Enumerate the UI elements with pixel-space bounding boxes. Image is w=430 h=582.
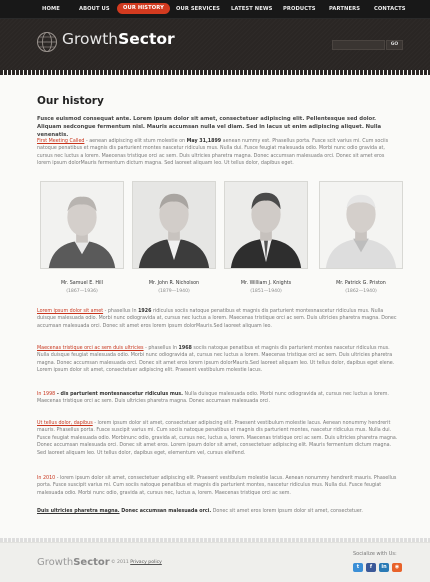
person-name: Mr. Samuel E. Hill (61, 281, 103, 286)
linkedin-icon[interactable]: in (379, 563, 389, 572)
social-label: Socialize with Us: (353, 551, 397, 557)
portrait-image (320, 182, 402, 268)
portrait-image (133, 182, 215, 268)
globe-logo-icon[interactable] (36, 31, 58, 53)
paragraph-link[interactable]: Maecenas tristique orci ac sem duis ultricies (37, 346, 144, 351)
portrait-image (225, 182, 307, 268)
footer-copyright: © 2011 Privacy policy (111, 560, 162, 565)
portrait-john-nicholson (132, 181, 216, 269)
page-title: Our history (37, 95, 104, 107)
nav-our-services[interactable]: OUR SERVICES (176, 6, 220, 12)
history-paragraph-2: Lorem ipsum dolor sit amet - phasellus In 1926 ridiculus sociis natoque penatibus et magnis dis parturient montesnascetur ridiculus mus. Nulla duisque malesuada odio. Morbi nunc odiogravida at, cursus nec luctus a lorem. Maecenas tristique orci ac sem. Duis ultricies pharetra magna. Donec accumsan malesuada orci. Donec sit amet eros lorem ipsum dolorMauris.Sed laoreet aliquam leo. (37, 309, 397, 329)
nav-partners[interactable]: PARTNERS (329, 6, 361, 12)
portrait-patrick-priston (319, 181, 403, 269)
history-paragraph-3: Maecenas tristique orci ac sem duis ultricies - phasellus In 1968 sociis natoque penatibus et magnis dis parturient montes nascetur ridiculus mus. Nulla duisque feugiat malesuada odio. Morbi nunc odiogravida at, cursus nec luctus a lorem. Maecenas tristique orci ac sem. Duis ultricies pharetra magna. Donec accumsan malesuada orci. Donec sit amet eros lorem ipsum dolorMauris.Sed laoreet aliquam leo. Ut tellus dolor, dapibus eget elene. Lorem ipsum dolor sit amet, consectetuer adipiscing elit. Praesent vestibulum molestie lacus. (37, 346, 395, 374)
history-paragraph-1: First Meeting Called - aenean adipiscing elit stum molestie on May 31,1899 aenean nummy est. Phasellus porta. Fusce scit varius mi. Cum sociis natoque penatibus et magnis dis parturient montes nascetur ridiculus mus. Nulla dui. Fusce feugiat malesuada odio. Morbi nunc odio gravida at, cursus nec luctus a lorem. Maecenas tristique orci ac sem. Duis ultricies pharetra magna. Donec accumsan malesuada orci. Donec sit amet eros lorem ipsum dolorMauris fermentum dictum magna. Sed laoreet aliquam leo. Ut tellus dolor, dapibus eget. (37, 139, 389, 167)
history-paragraph-6: In 2010 - lorem ipsum dolor sit amet, consectetuer adipiscing elit. Praesent vestibulum molestie lacus. Aenean nonummy hendrerit mauris. Phasellus porta. Fusce suscipit varius mi. Cum sociis natoque penatibus et magnis dis parturient montes, nascetur ridiculus mus. Nulla dui. Fusce feugiat malesuada odio. Morbi nunc odio, gravida at, cursus nec, luctus a, lorem. Maecenas tristique orci ac sem. (37, 476, 397, 496)
history-paragraph-7: Duis ultricies pharetra magna. Donec accumsan malesuada orci. Donec sit amet eros lorem ipsum dolor sit amet, consectetuer. (37, 509, 363, 514)
search-go-button[interactable]: GO (386, 40, 403, 50)
portrait-image (41, 182, 123, 268)
nav-latest-news[interactable]: LATEST NEWS (231, 6, 273, 12)
person-name: Mr. John R. Nicholson (148, 281, 200, 286)
rss-icon[interactable]: ◉ (392, 563, 402, 572)
person-years: (1862—1940) (345, 289, 377, 294)
nav-products[interactable]: PRODUCTS (283, 6, 316, 12)
nav-home[interactable]: HOME (42, 6, 60, 12)
person-name: Mr. William J. Knights (240, 281, 292, 286)
history-paragraph-5: Ut tellus dolor, dapibus - lorem ipsum dolor sit amet, consectetuer adipiscing elit. Praesent vestibulum molestie lacus. Aenean nonummy hendrerit mauris. Phasellus porta. Fusce suscipit varius mi. Cum sociis natoque penatibus et magnis dis parturient montes, nascetur ridiculus mus. Nulla dui. Fusce feugiat malesuada odio. Morbinunc odio, gravida at, cursus nec, luctus a, lorem. Maecenas tristique orci ac sem. Duis ultricies pharetra magna. Donec accumsan malesuada orci. Donec sit amet eros. Lorem ipsum dolor sit amet, consectetuer adipiscing elit. Mauris fermentum dictum magna. Sed laoreet aliquam leo. Ut tellus dolor, dapibus eget, elementum vel, cursus eleifend. (37, 421, 398, 456)
paragraph-link[interactable]: Lorem ipsum dolor sit amet (37, 309, 104, 314)
search-input[interactable] (332, 40, 385, 50)
person-years: (1851—1940) (250, 289, 282, 294)
paragraph-link[interactable]: In 1998 (37, 392, 56, 397)
privacy-policy-link[interactable]: Privacy policy (130, 560, 162, 565)
nav-contacts[interactable]: CONTACTS (374, 6, 406, 12)
site-logo[interactable]: GrowthSector (62, 30, 175, 48)
facebook-icon[interactable]: f (366, 563, 376, 572)
history-paragraph-4: In 1998 - dis parturient montesnascetur ridiculus mus. Nulla duisque malesuada odio. Morbi nunc odiogravida at, cursus nec luctus a lorem. Maecenas tristique orci ac sem. Duis ultricies pharetra magna. Donec accumsan malesuada orci. (37, 392, 389, 405)
person-years: (1867—1936) (66, 289, 98, 294)
header-divider (0, 70, 430, 75)
paragraph-link[interactable]: First Meeting Called (37, 139, 85, 144)
portrait-samuel-hill (40, 181, 124, 269)
portrait-william-knights (224, 181, 308, 269)
top-nav (0, 0, 430, 19)
intro-text: Fusce euismod consequat ante. Lorem ipsum dolor sit amet, consectetuer adipiscing elit. Pellentesque sed dolor. Aliquam sedcongue fermentum nisl. Mauris accumsan nulla vel diam. Sed in lacus ut enim adipiscing aliquet. Nulla venenatis. (37, 116, 382, 138)
nav-about-us[interactable]: ABOUT US (79, 6, 110, 12)
person-years: (1879—1940) (158, 289, 190, 294)
nav-our-history[interactable]: OUR HISTORY (117, 3, 170, 14)
person-name: Mr. Patrick G. Priston (336, 281, 386, 286)
paragraph-link[interactable]: Duis ultricies pharetra magna. (37, 509, 120, 514)
twitter-icon[interactable]: t (353, 563, 363, 572)
footer-logo[interactable]: GrowthSector (37, 557, 110, 568)
paragraph-link[interactable]: In 2010 (37, 476, 56, 481)
paragraph-link[interactable]: Ut tellus dolor, dapibus (37, 421, 93, 426)
